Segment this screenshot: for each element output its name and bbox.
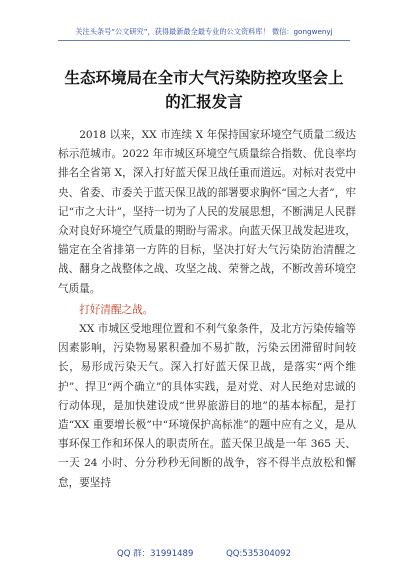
title-line-1: 生态环境局在全市大气污染防控攻坚会上 — [64, 69, 344, 87]
footer-contact — [0, 547, 408, 559]
footer-qq-group: QQ 群：31991489 — [117, 549, 194, 559]
title-line-2: 的汇报发言 — [165, 93, 243, 111]
paragraph-clear-battle: XX 市城区受地理位置和不利气象条件，及北方污染传输等因素影响，污染物易累积叠加不易扩散，污染云团滞留时间较长，易形成污染天气。深入打好蓝天保卫战，是落实“两个维护”、捍卫“两个确立”的具体实践，是对党、对人民绝对忠诚的行动体现，是加快建设成“世界旅游目的地”的基本标配，是打造“XX 重要增长极”中“环境保护高标准”的题中应有之义，是从事环保工作和环保人的职责所在。蓝天保卫战是一年 365 天、一天 24 小时、分分秒秒无间断的战争，容不得半点放松和懈怠，要坚持 — [58, 323, 356, 489]
section-heading: 打好清醒之战。 — [79, 303, 154, 316]
document-title — [40, 66, 368, 114]
paragraph-intro: 2018 以来，XX 市连续 X 年保持国家环境空气质量二级达标示范城市。2022 年市城区环境空气质量综合指数、优良率均排名全省第 X，深入打好蓝天保卫战任重而道远。对标对表党中央、省委、市委关于蓝天保卫战的部署要求胸怀“国之大者”，牢记“市之大计”，坚持一切为了人民的发展思想，不断满足人民群众对良好环境空气质量的期盼与需求。向蓝天保卫战发起进攻，锚定在全省排第一方阵的目标，坚决打好大气污染防治清醒之战、翻身之战整体之战、攻坚之战、荣誉之战，不断改善环境空气质量。 — [58, 129, 356, 295]
footer-qq: QQ:535304092 — [226, 549, 291, 559]
document-body — [58, 126, 356, 493]
header-banner: 关注头条号“公文研究”，获得最新最全最专业的公文资料库！ 微信：gongwenyj — [58, 24, 350, 41]
